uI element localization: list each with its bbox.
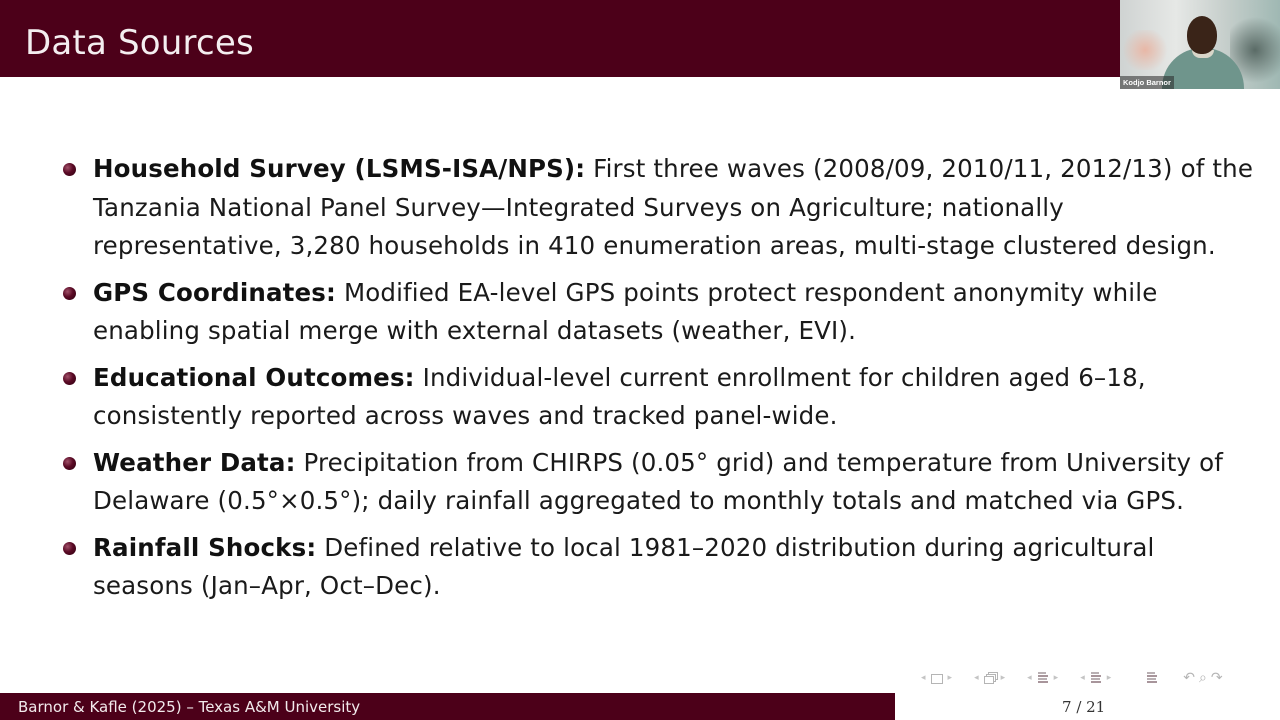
bullet-term: Educational Outcomes:	[93, 362, 415, 392]
bullet-rainfall-shocks	[60, 529, 1260, 606]
bullet-list	[60, 150, 1260, 614]
bullet-text: Defined relative to local 1981–2020 distribution during agricultural seasons (Jan–Apr, Oct–Dec).	[93, 532, 1155, 600]
nav-document-group	[1145, 671, 1159, 685]
bullet-ball-icon	[63, 457, 76, 470]
section-icon[interactable]	[1089, 671, 1103, 685]
next-slide-arrow-icon[interactable]: ▸	[1000, 673, 1006, 683]
next-section-arrow-icon[interactable]: ▸	[1106, 673, 1112, 683]
subsection-icon[interactable]	[1036, 671, 1050, 685]
bullet-ball-icon	[63, 287, 76, 300]
bullet-ball-icon	[63, 372, 76, 385]
bullet-term: Household Survey (LSMS-ISA/NPS):	[93, 154, 586, 183]
nav-subsection-group	[970, 671, 1009, 685]
next-subsection-arrow-icon[interactable]: ▸	[1053, 673, 1059, 683]
bullet-text: Individual-level current enrollment for children aged 6–18, consistently reported across waves and tracked panel-wide.	[93, 362, 1146, 430]
nav-tools	[1181, 670, 1224, 686]
bullet-gps-coordinates	[60, 274, 1260, 351]
bullet-household-survey	[60, 150, 1260, 266]
page-number	[1062, 697, 1105, 717]
prev-slide-arrow-icon[interactable]: ◂	[974, 673, 979, 683]
slide-title: Data Sources	[25, 23, 254, 63]
bullet-term: Rainfall Shocks:	[93, 532, 317, 562]
beamer-navigation-bar	[917, 668, 1225, 688]
bullet-ball-icon	[63, 542, 76, 555]
bullet-text: First three waves (2008/09, 2010/11, 2012/13) of the Tanzania National Panel Survey—Integrated Surveys on Agriculture; nationally representative, 3,280 households in 410 enumeration areas, multi-stage clustered design.	[93, 154, 1254, 260]
bullet-text: Modified EA-level GPS points protect respondent anonymity while enabling spatial merge with external datasets (weather, EVI).	[93, 277, 1158, 345]
prev-section-arrow-icon[interactable]: ◂	[1080, 673, 1085, 683]
bullet-term: Weather Data:	[93, 447, 296, 477]
document-outline-icon[interactable]	[1145, 671, 1159, 685]
nav-section-group-2	[1076, 671, 1115, 685]
next-frame-arrow-icon[interactable]: ▸	[947, 673, 953, 683]
bullet-term: GPS Coordinates:	[93, 277, 336, 307]
undo-icon[interactable]: ↶	[1183, 670, 1195, 686]
nav-frame-group	[917, 671, 956, 685]
participant-figure	[1187, 16, 1217, 54]
footer-authors: Barnor & Kafle (2025) – Texas A&M University	[18, 698, 361, 716]
bullet-text: Precipitation from CHIRPS (0.05° grid) and temperature from University of Delaware (0.5°×0.5°); daily rainfall aggregated to monthly totals and matched via GPS.	[93, 447, 1223, 515]
bullet-weather-data	[60, 444, 1260, 521]
bullet-ball-icon	[63, 163, 76, 176]
slides-stack-icon[interactable]	[983, 671, 997, 685]
prev-subsection-arrow-icon[interactable]: ◂	[1027, 673, 1032, 683]
page-current: 7	[1062, 698, 1072, 716]
bullet-educational-outcomes	[60, 359, 1260, 436]
redo-icon[interactable]: ↷	[1210, 670, 1223, 686]
frame-icon[interactable]	[930, 671, 944, 685]
page-total: 21	[1086, 698, 1106, 716]
nav-section-group	[1023, 671, 1062, 685]
participant-name-label: Kodjo Barnor	[1120, 76, 1174, 89]
prev-frame-arrow-icon[interactable]: ◂	[921, 673, 926, 683]
video-background	[1120, 30, 1170, 70]
participant-video-tile[interactable]	[1120, 0, 1280, 89]
page-separator: /	[1071, 698, 1087, 716]
search-icon[interactable]: ⌕	[1198, 670, 1207, 686]
